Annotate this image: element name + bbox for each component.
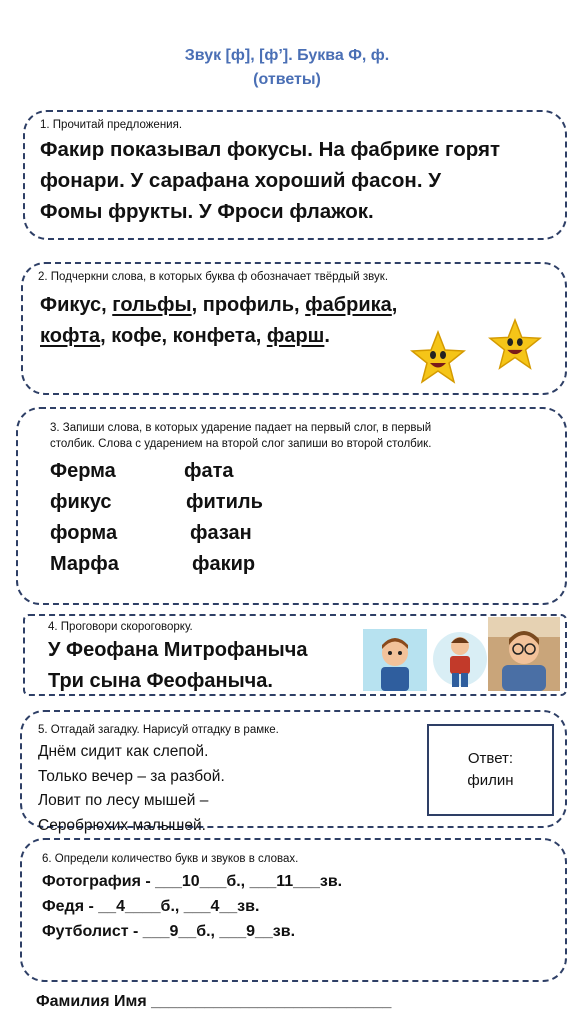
task5-instruction: 5. Отгадай загадку. Нарисуй отгадку в рамке. — [38, 724, 279, 736]
task3-instruction-1: 3. Запиши слова, в которых ударение падает на первый слог, в первый — [50, 422, 432, 434]
tongue-twister-line: У Феофана Митрофаныча — [48, 639, 308, 661]
task1-line: Факир показывал фокусы. На фабрике горят — [40, 138, 501, 161]
task4-text — [48, 635, 308, 697]
task1-line: фонари. У сарафана хороший фасон. У — [40, 169, 441, 192]
count-line: Федя - __4____б., ___4__зв. — [42, 898, 260, 915]
boy-illustration — [363, 629, 427, 691]
underlined-word: кофта — [40, 325, 101, 347]
word-cell: фазан — [190, 522, 252, 544]
tongue-twister-line: Три сына Феофаныча. — [48, 670, 273, 692]
word-cell: Марфа — [50, 553, 119, 575]
boy-illustration — [432, 626, 488, 692]
count-line: Фотография - ___10___б., ___11___зв. — [42, 873, 343, 890]
word: Фикус — [40, 294, 102, 316]
underlined-word: гольфы — [112, 294, 192, 316]
task6-instruction: 6. Определи количество букв и звуков в словах. — [42, 853, 299, 865]
riddle-line: Серобрюхих малышей. — [38, 816, 206, 834]
count-line: Футболист - ___9__б., ___9__зв. — [42, 923, 296, 940]
word-cell: форма — [50, 522, 118, 544]
name-field[interactable]: Фамилия Имя ___________________________ — [36, 993, 392, 1010]
task1-text — [40, 134, 500, 227]
word-cell: фата — [184, 460, 234, 482]
task1-line: Фомы фрукты. У Фроси флажок. — [40, 200, 374, 223]
word-cell: факир — [192, 553, 256, 575]
riddle-line: Только вечер – за разбой. — [38, 767, 225, 785]
page-title: Звук [ф], [ф’]. Буква Ф, ф. — [184, 47, 390, 64]
separator: , кофе, конфета, — [100, 325, 267, 347]
word-cell: Ферма — [50, 460, 116, 482]
answer-value: филин — [467, 772, 514, 789]
word-cell: фитиль — [186, 491, 263, 513]
separator: , — [101, 294, 113, 316]
answer-frame[interactable] — [427, 724, 554, 816]
riddle-line: Днём сидит как слепой. — [38, 743, 209, 760]
task3-column-1 — [50, 456, 119, 580]
answer-label: Ответ: — [467, 750, 514, 767]
page-subtitle: (ответы) — [253, 71, 321, 88]
underlined-word: фарш — [266, 325, 325, 347]
separator: , профиль, — [191, 294, 306, 316]
task1-instruction: 1. Прочитай предложения. — [40, 119, 183, 131]
separator: . — [324, 325, 330, 347]
task2-text — [40, 290, 397, 352]
task4-instruction: 4. Проговори скороговорку. — [48, 621, 193, 633]
task3-column-2 — [184, 456, 263, 580]
task6-text — [42, 869, 342, 944]
task3-instruction-2: столбик. Слова с ударением на второй слог запиши во второй столбик. — [50, 438, 432, 450]
smiling-star-icon — [488, 318, 542, 372]
separator: , — [391, 294, 398, 316]
task2-line2 — [40, 321, 397, 352]
underlined-word: фабрика — [305, 294, 392, 316]
riddle-text — [38, 740, 225, 838]
task2-instruction: 2. Подчеркни слова, в которых буква ф обозначает твёрдый звук. — [38, 271, 389, 283]
riddle-line: Ловит по лесу мышей – — [38, 792, 209, 809]
task2-line1 — [40, 290, 397, 321]
word-cell: фикус — [50, 491, 112, 513]
smiling-star-icon — [410, 330, 466, 386]
boy-with-glasses-illustration — [488, 617, 560, 691]
